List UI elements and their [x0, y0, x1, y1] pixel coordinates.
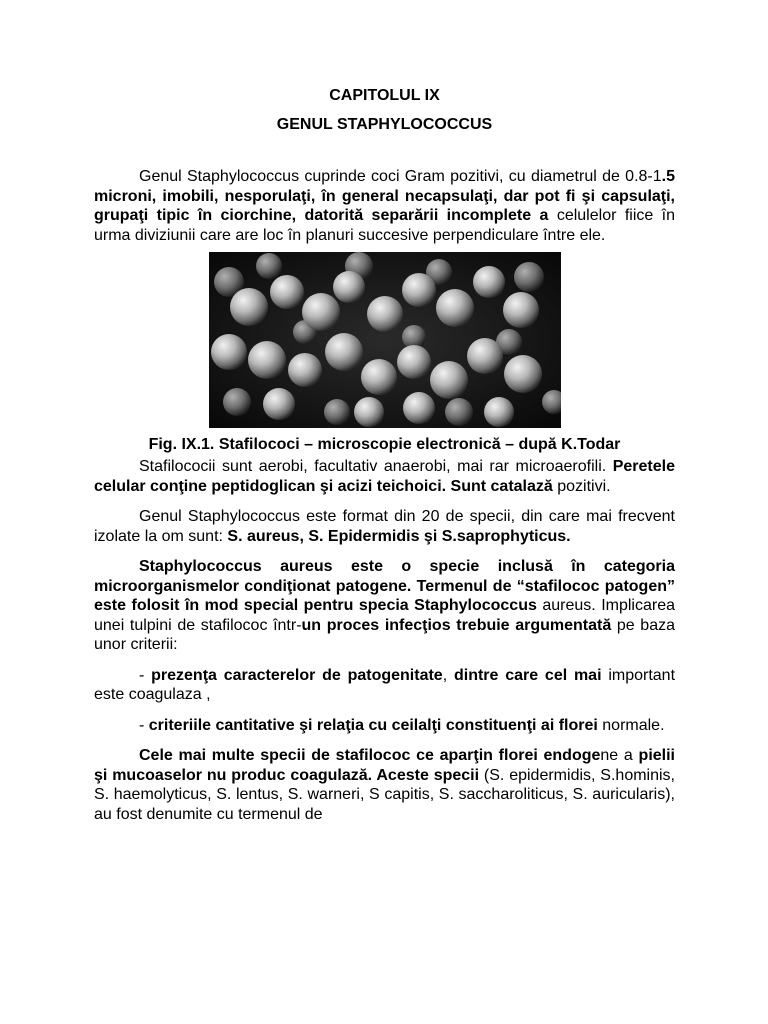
text-run-bold: criteriile cantitative şi relaţia cu ceilalţi constituenţi ai florei [148, 716, 598, 734]
text-run-bold: .5 microni, imobili, nesporulaţi, în general necapsulaţi, dar pot fi şi capsulaţi, grupaţi tipic în ciorchine, datorită separării incomplete a [94, 168, 675, 224]
paragraph-flora-endogena [94, 746, 675, 824]
text-run: normale. [597, 716, 665, 734]
paragraph-aureus [94, 557, 675, 655]
text-run-bold: Peretele celular conţine peptidoglican şi acizi teichoici. Sunt catalază [94, 458, 675, 495]
text-run-bold: Staphylococcus aureus [139, 558, 333, 575]
text-run: pe baza unor criterii: [94, 616, 675, 653]
document-page [94, 84, 675, 824]
text-run-bold: un proces infecţios trebuie argumentată [301, 616, 612, 634]
text-run: ne a [600, 747, 639, 764]
micrograph-image [209, 252, 561, 428]
text-run-bold: pielii şi mucoaselor nu produc coagulază. Aceste specii [94, 747, 675, 784]
text-run-bold: Cele mai multe specii de stafilococ ce aparţin florei endoge [139, 747, 601, 764]
text-run-bold: prezenţa caracterelor de patogenitate [151, 666, 443, 684]
text-run-bold: S. aureus, S. Epidermidis şi S.saprophyticus. [227, 527, 571, 545]
chapter-label: CAPITOLUL IX [329, 87, 440, 104]
text-run: celulelor fiice în urma diviziunii care are loc în planuri succesive perpendiculare între ele. [94, 207, 676, 244]
text-run: pozitivi. [552, 477, 611, 495]
text-run: (S. epidermidis, S.hominis, S. haemolyticus, S. lentus, S. warneri, S capitis, S. saccharoliticus, S. auricularis), au fost denumite cu termenul de [94, 766, 676, 823]
text-run: Genul Staphylococcus este format din 20 de specii, din care mai frecvent izolate la om sunt: [94, 508, 675, 545]
paragraph-criteriu-1 [94, 666, 675, 705]
chapter-title: GENUL STAPHYLOCOCCUS [276, 116, 493, 133]
text-run: important este coagulaza , [94, 666, 676, 703]
micrograph-svg [209, 252, 561, 428]
paragraph-aerobi [94, 457, 675, 496]
text-run-bold: dintre care cel mai [453, 666, 602, 684]
paragraph-specii [94, 507, 675, 546]
text-run: Genul Staphylococcus cuprinde coci Gram pozitivi, cu diametrul de 0.8-1 [139, 168, 662, 185]
figure-caption: Fig. IX.1. Stafilococi – microscopie electronică – după K.Todar [148, 436, 621, 453]
text-run: aureus. Implicarea unei tulpini de stafilococ într- [94, 597, 676, 634]
text-run: - [139, 666, 152, 684]
text-run: Stafilococii sunt aerobi, facultativ anaerobi, mai rar microaerofili. [139, 458, 607, 475]
paragraph-intro [94, 167, 675, 245]
text-run-bold: este o specie inclusă în categoria microorganismelor condiţionat patogene. Termenul de “stafilococ patogen” este folosit în mod special pentru specia Staphylococcus [94, 558, 675, 614]
paragraph-criteriu-2 [94, 716, 675, 736]
text-run: - [139, 716, 149, 734]
text-run: , [442, 666, 454, 684]
